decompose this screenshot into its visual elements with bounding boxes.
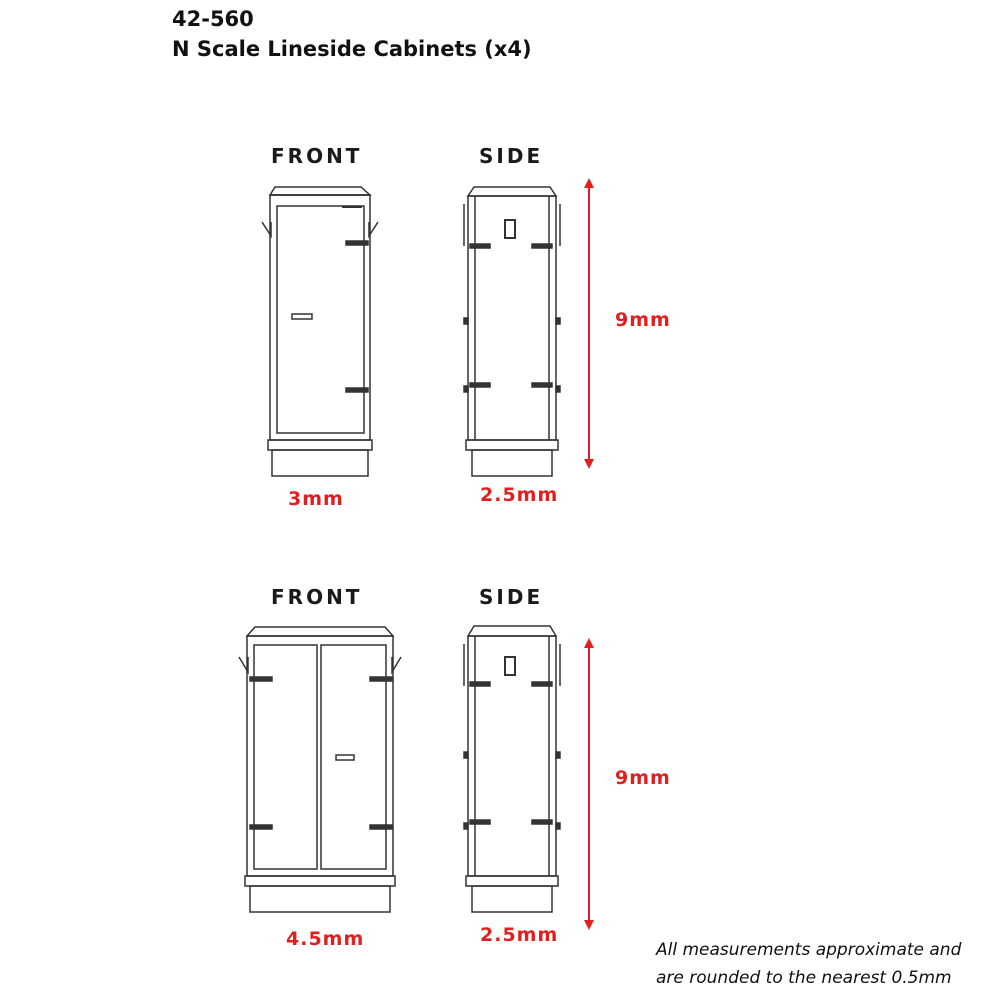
cabinet-1-side-label: SIDE <box>479 144 544 168</box>
cabinet-2-side-label: SIDE <box>479 585 544 609</box>
cabinet-1-height: 9mm <box>615 309 671 331</box>
footnote-line-1: All measurements approximate and <box>656 940 962 960</box>
cabinet-1-side-width: 2.5mm <box>480 484 559 506</box>
footnote-line-2: are rounded to the nearest 0.5mm <box>656 968 952 988</box>
product-name: N Scale Lineside Cabinets (x4) <box>172 37 532 61</box>
cabinet-2-front-label: FRONT <box>271 585 363 609</box>
cabinet-2-side-width: 2.5mm <box>480 924 559 946</box>
cabinet-2-front-width: 4.5mm <box>286 928 365 950</box>
cabinet-1-side-drawing <box>464 187 560 476</box>
cabinet-2-front-drawing <box>239 627 401 912</box>
cabinet-2-height: 9mm <box>615 767 671 789</box>
cabinet-1-front-width: 3mm <box>288 488 344 510</box>
cabinet-1-front-drawing <box>262 187 378 476</box>
cabinet-2-side-drawing <box>464 626 560 912</box>
cabinet-1-front-label: FRONT <box>271 144 363 168</box>
product-code: 42-560 <box>172 7 254 31</box>
